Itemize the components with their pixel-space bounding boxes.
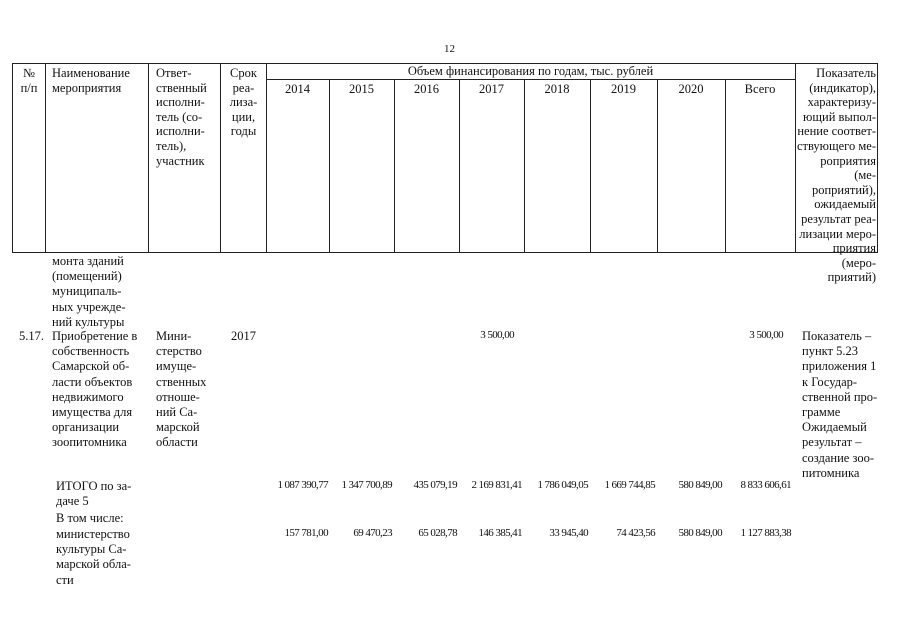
- total-value-2019: 1 669 744,85: [604, 479, 655, 491]
- header-col-responsible: Ответ- ственный исполни- тель (со- исполни- тель), участник: [156, 66, 207, 168]
- row-term: 2017: [231, 329, 256, 343]
- total-value-all: 8 833 606,61: [740, 479, 791, 491]
- row-value-total: 3 500,00: [749, 329, 783, 341]
- header-year-2016: 2016: [414, 82, 439, 96]
- ministry-culture-label: министерство культуры Са- марской обла- сти: [56, 527, 131, 587]
- header-col-indicator: Показатель (индикатор), характеризу- ющий выпол- нение соответ- ствующего ме- роприятия (ме- роприятий), ожидаемый результат реа- лизации меро- приятия (меро- приятий): [796, 66, 876, 285]
- header-year-2017: 2017: [479, 82, 504, 96]
- including-label: В том числе:: [56, 511, 124, 525]
- row-number: 5.17.: [19, 329, 44, 343]
- header-year-2014: 2014: [285, 82, 310, 96]
- ministry-value-2014: 157 781,00: [284, 527, 328, 539]
- ministry-value-2017: 146 385,41: [478, 527, 522, 539]
- row-value-2017: 3 500,00: [480, 329, 514, 341]
- total-value-2014: 1 087 390,77: [277, 479, 328, 491]
- ministry-value-2020: 580 849,00: [678, 527, 722, 539]
- header-year-2018: 2018: [544, 82, 570, 96]
- total-value-2016: 435 079,19: [413, 479, 457, 491]
- header-year-2020: 2020: [678, 82, 704, 96]
- ministry-value-2019: 74 423,56: [616, 527, 655, 539]
- total-value-2015: 1 347 700,89: [341, 479, 392, 491]
- continued-item-name: монта зданий (помещений) муниципаль- ных учрежде- ний культуры: [52, 254, 126, 329]
- header-col-number: № п/п: [20, 66, 38, 95]
- row-indicator: Показатель – пункт 5.23 приложения 1 к Государ- ственной про- грамме Ожидаемый результат – создание зоо- питомника: [802, 329, 878, 480]
- row-responsible: Мини- стерство имуще- ственных отноше- ний Са- марской области: [156, 329, 207, 450]
- row-item-name: Приобретение в собственность Самарской об- ласти объектов недвижимого имущества для организации зоопитомника: [52, 329, 138, 450]
- total-value-2017: 2 169 831,41: [471, 479, 522, 491]
- header-year-2015: 2015: [349, 82, 374, 96]
- total-value-2020: 580 849,00: [678, 479, 722, 491]
- total-label: ИТОГО по за- даче 5: [56, 479, 132, 509]
- ministry-value-2016: 65 028,78: [418, 527, 457, 539]
- ministry-value-2015: 69 470,23: [353, 527, 392, 539]
- header-col-term: Срок реа- лиза- ции, годы: [229, 66, 258, 139]
- header-year-2019: 2019: [611, 82, 636, 96]
- header-col-name: Наименование мероприятия: [52, 66, 130, 95]
- header-year-total: Всего: [744, 82, 776, 96]
- ministry-value-total: 1 127 883,38: [740, 527, 791, 539]
- header-col-funding: Объем финансирования по годам, тыс. рублей: [407, 64, 654, 78]
- page-number: 12: [444, 43, 455, 55]
- total-value-2018: 1 786 049,05: [537, 479, 588, 491]
- ministry-value-2018: 33 945,40: [549, 527, 588, 539]
